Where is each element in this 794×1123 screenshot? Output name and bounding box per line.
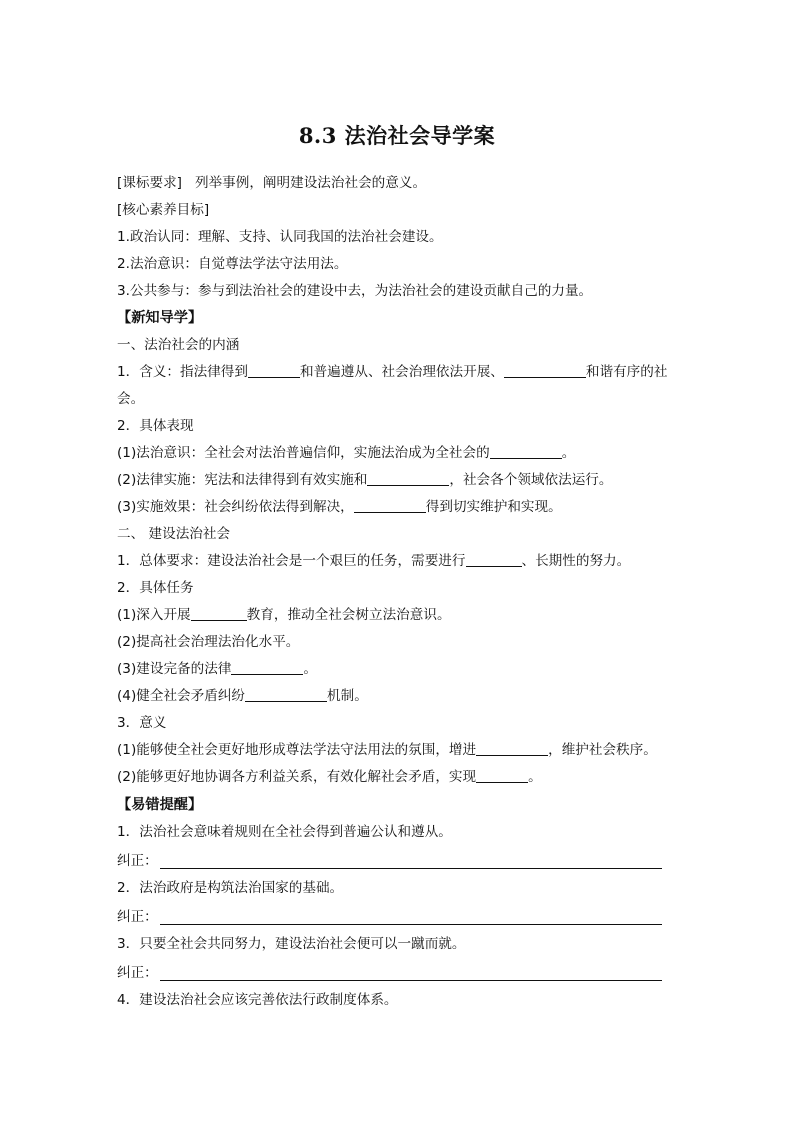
fill-blank[interactable]	[476, 741, 548, 756]
section1-definition-cont: 会。	[117, 391, 145, 407]
mistake-statement: 1．法治社会意味着规则在全社会得到普遍公认和遵从。	[117, 824, 452, 840]
text-segment: ，维护社会秩序。	[548, 742, 657, 758]
section1-sub-heading: 2．具体表现	[117, 418, 194, 434]
text-segment: 教育，推动全社会树立法治意识。	[246, 607, 451, 623]
fill-blank[interactable]	[191, 606, 247, 621]
text-segment: ，社会各个领域依法运行。	[449, 472, 613, 488]
fill-blank[interactable]	[248, 363, 300, 378]
text-segment: 。	[561, 445, 576, 461]
text-segment: 1．总体要求：建设法治社会是一个艰巨的任务，需要进行	[117, 553, 466, 569]
mistake-statement: 3．只要全社会共同努力，建设法治社会便可以一蹴而就。	[117, 936, 466, 952]
text-segment: 和谐有序的社	[585, 364, 668, 380]
literacy-item: 3.公共参与：参与到法治社会的建设中去，为法治社会的建设贡献自己的力量。	[117, 283, 593, 299]
text-segment: 机制。	[327, 688, 368, 704]
literacy-item: 2.法治意识：自觉尊法学法守法用法。	[117, 256, 348, 272]
text-segment: (3)实施效果：社会纠纷依法得到解决，	[117, 499, 354, 515]
curriculum-requirement	[117, 174, 426, 192]
fill-blank[interactable]	[231, 660, 303, 675]
mistake-statement: 2．法治政府是构筑法治国家的基础。	[117, 880, 344, 896]
curriculum-text: 列举事例，阐明建设法治社会的意义。	[194, 175, 427, 191]
new-knowledge-heading: 【新知导学】	[117, 310, 203, 326]
text-segment: 得到切实维护和实现。	[425, 499, 562, 515]
mistakes-heading: 【易错提醒】	[117, 797, 203, 813]
fill-blank[interactable]	[466, 552, 522, 567]
section2-task	[117, 606, 451, 624]
text-segment: 、长期性的努力。	[521, 553, 631, 569]
section2-requirement	[117, 552, 630, 570]
fill-blank[interactable]	[367, 471, 449, 486]
section2-meaning-heading: 3．意义	[117, 715, 167, 731]
correction-answer-line[interactable]	[160, 924, 662, 925]
correction-answer-line[interactable]	[160, 980, 662, 981]
text-segment: 和普遍遵从、社会治理依法开展、	[300, 364, 504, 380]
section2-meaning	[117, 741, 657, 759]
section1-item	[117, 471, 612, 489]
curriculum-label: [课标要求]	[117, 175, 182, 191]
correction-answer-line[interactable]	[160, 868, 662, 869]
section2-heading: 二、 建设法治社会	[117, 526, 231, 542]
text-segment: 1．含义：指法律得到	[117, 364, 248, 380]
page-title: 8.3 法治社会导学案	[298, 123, 496, 148]
correction-label: 纠正：	[117, 965, 158, 981]
fill-blank[interactable]	[354, 498, 426, 513]
text-segment: (1)法治意识：全社会对法治普遍信仰，实施法治成为全社会的	[117, 445, 490, 461]
literacy-item: 1.政治认同：理解、支持、认同我国的法治社会建设。	[117, 229, 443, 245]
text-segment: (4)健全社会矛盾纠纷	[117, 688, 246, 704]
mistake-statement: 4．建设法治社会应该完善依法行政制度体系。	[117, 992, 398, 1008]
section2-tasks-heading: 2．具体任务	[117, 580, 194, 596]
text-segment: (1)深入开展	[117, 607, 191, 623]
section2-meaning	[117, 768, 542, 786]
literacy-heading: [核心素养目标]	[117, 202, 210, 218]
fill-blank[interactable]	[476, 768, 528, 783]
fill-blank[interactable]	[504, 363, 586, 378]
section1-heading: 一、法治社会的内涵	[117, 337, 240, 353]
section2-task: (2)提高社会治理法治化水平。	[117, 634, 300, 650]
section1-item	[117, 444, 575, 462]
section2-task	[117, 687, 368, 705]
text-segment: 。	[303, 661, 318, 677]
correction-label: 纠正：	[117, 853, 158, 869]
text-segment: (2)法律实施：宪法和法律得到有效实施和	[117, 472, 368, 488]
text-segment: (1)能够使全社会更好地形成尊法学法守法用法的氛围，增进	[117, 742, 477, 758]
fill-blank[interactable]	[245, 687, 327, 702]
section1-item	[117, 498, 562, 516]
section1-definition	[117, 363, 667, 381]
text-segment: (2)能够更好地协调各方利益关系，有效化解社会矛盾，实现	[117, 769, 477, 785]
correction-label: 纠正：	[117, 909, 158, 925]
fill-blank[interactable]	[490, 444, 562, 459]
section2-task	[117, 660, 317, 678]
text-segment: 。	[528, 769, 542, 785]
text-segment: (3)建设完备的法律	[117, 661, 232, 677]
